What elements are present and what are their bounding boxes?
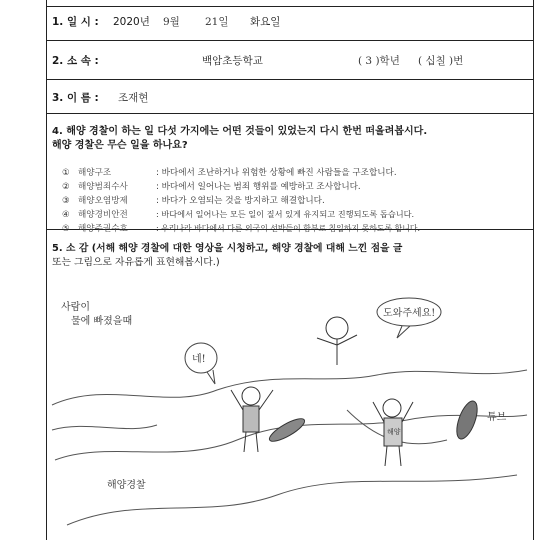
divider-3 — [46, 113, 533, 114]
duty-description: : 바다가 오염되는 것을 방지하고 해결합니다. — [156, 196, 325, 206]
speech-left-text: 네! — [192, 354, 206, 365]
vest-label: 해양 — [387, 428, 401, 436]
date-year: 2020년 — [113, 16, 150, 28]
duty-number: ⑤ — [62, 224, 70, 234]
duty-term: 해양오염방제 — [78, 196, 128, 206]
student-number: ( 십칠 )번 — [418, 55, 464, 67]
coast-guard-left — [231, 387, 273, 452]
drawing-label-tube: 튜브 — [487, 412, 507, 423]
speech-top-text: 도와주세요! — [383, 308, 436, 319]
waves — [52, 370, 527, 525]
date-day: 21일 — [205, 16, 229, 28]
duty-number: ② — [62, 182, 70, 192]
divider-2 — [46, 79, 533, 80]
date-weekday: 화요일 — [250, 16, 281, 28]
duty-number: ④ — [62, 210, 70, 220]
drawing-caption-1: 사람이 — [61, 302, 90, 313]
duty-item — [62, 222, 420, 234]
duty-item — [62, 194, 325, 206]
date-month: 9월 — [163, 16, 180, 28]
duty-term: 해양범죄수사 — [78, 182, 128, 192]
duty-term: 해양경비안전 — [78, 210, 128, 220]
duty-item — [62, 166, 397, 178]
divider-1 — [46, 40, 533, 41]
rescue-tubes — [267, 398, 482, 445]
student-drawing — [47, 290, 532, 540]
drawing-caption-2: 물에 빠졌을때 — [71, 316, 133, 327]
duty-description: : 우리나라 바다에서 다른 외국의 선박들이 함부로 침입하지 못하도록 합니다. — [156, 224, 421, 233]
affiliation-label: 2. 소 속 : — [52, 55, 99, 67]
speech-bubble-left — [185, 343, 217, 384]
duty-term: 해양구조 — [78, 168, 112, 178]
question4-line2: 해양 경찰은 무슨 일을 하나요? — [52, 140, 188, 151]
drowning-person — [317, 317, 357, 365]
duty-number: ① — [62, 168, 70, 178]
duty-number: ③ — [62, 196, 70, 206]
duty-item — [62, 208, 414, 220]
coast-guard-right — [373, 399, 413, 466]
duty-description: : 바다에서 일어나는 범죄 행위를 예방하고 조사합니다. — [156, 182, 361, 192]
duty-term: 해양주권수호 — [78, 224, 128, 234]
student-name: 조재현 — [118, 92, 149, 104]
drawing-label-coast-guard: 해양경찰 — [107, 480, 146, 491]
school-name: 백암초등학교 — [202, 55, 263, 67]
divider-top — [46, 6, 533, 7]
date-label: 1. 일 시 : — [52, 16, 99, 28]
question5-line1: 5. 소 감 (서해 해양 경찰에 대한 영상을 시청하고, 해양 경찰에 대해 느낀 점을 글 — [52, 243, 403, 254]
grade-value: ( 3 )학년 — [358, 55, 400, 67]
speech-bubble-top — [377, 298, 441, 338]
duty-description: : 바다에서 조난하거나 위험한 상황에 빠진 사람들을 구조합니다. — [156, 168, 397, 178]
duty-description: : 바다에서 일어나는 모든 일이 질서 있게 유지되고 진행되도록 돕습니다. — [156, 209, 415, 219]
question4-line1: 4. 해양 경찰이 하는 일 다섯 가지에는 어떤 것들이 있었는지 다시 한번 떠올려봅시다. — [52, 126, 428, 137]
name-label: 3. 이 름 : — [52, 92, 99, 104]
question5-line2: 또는 그림으로 자유롭게 표현해봅시다.) — [52, 257, 220, 268]
duty-item — [62, 180, 361, 192]
